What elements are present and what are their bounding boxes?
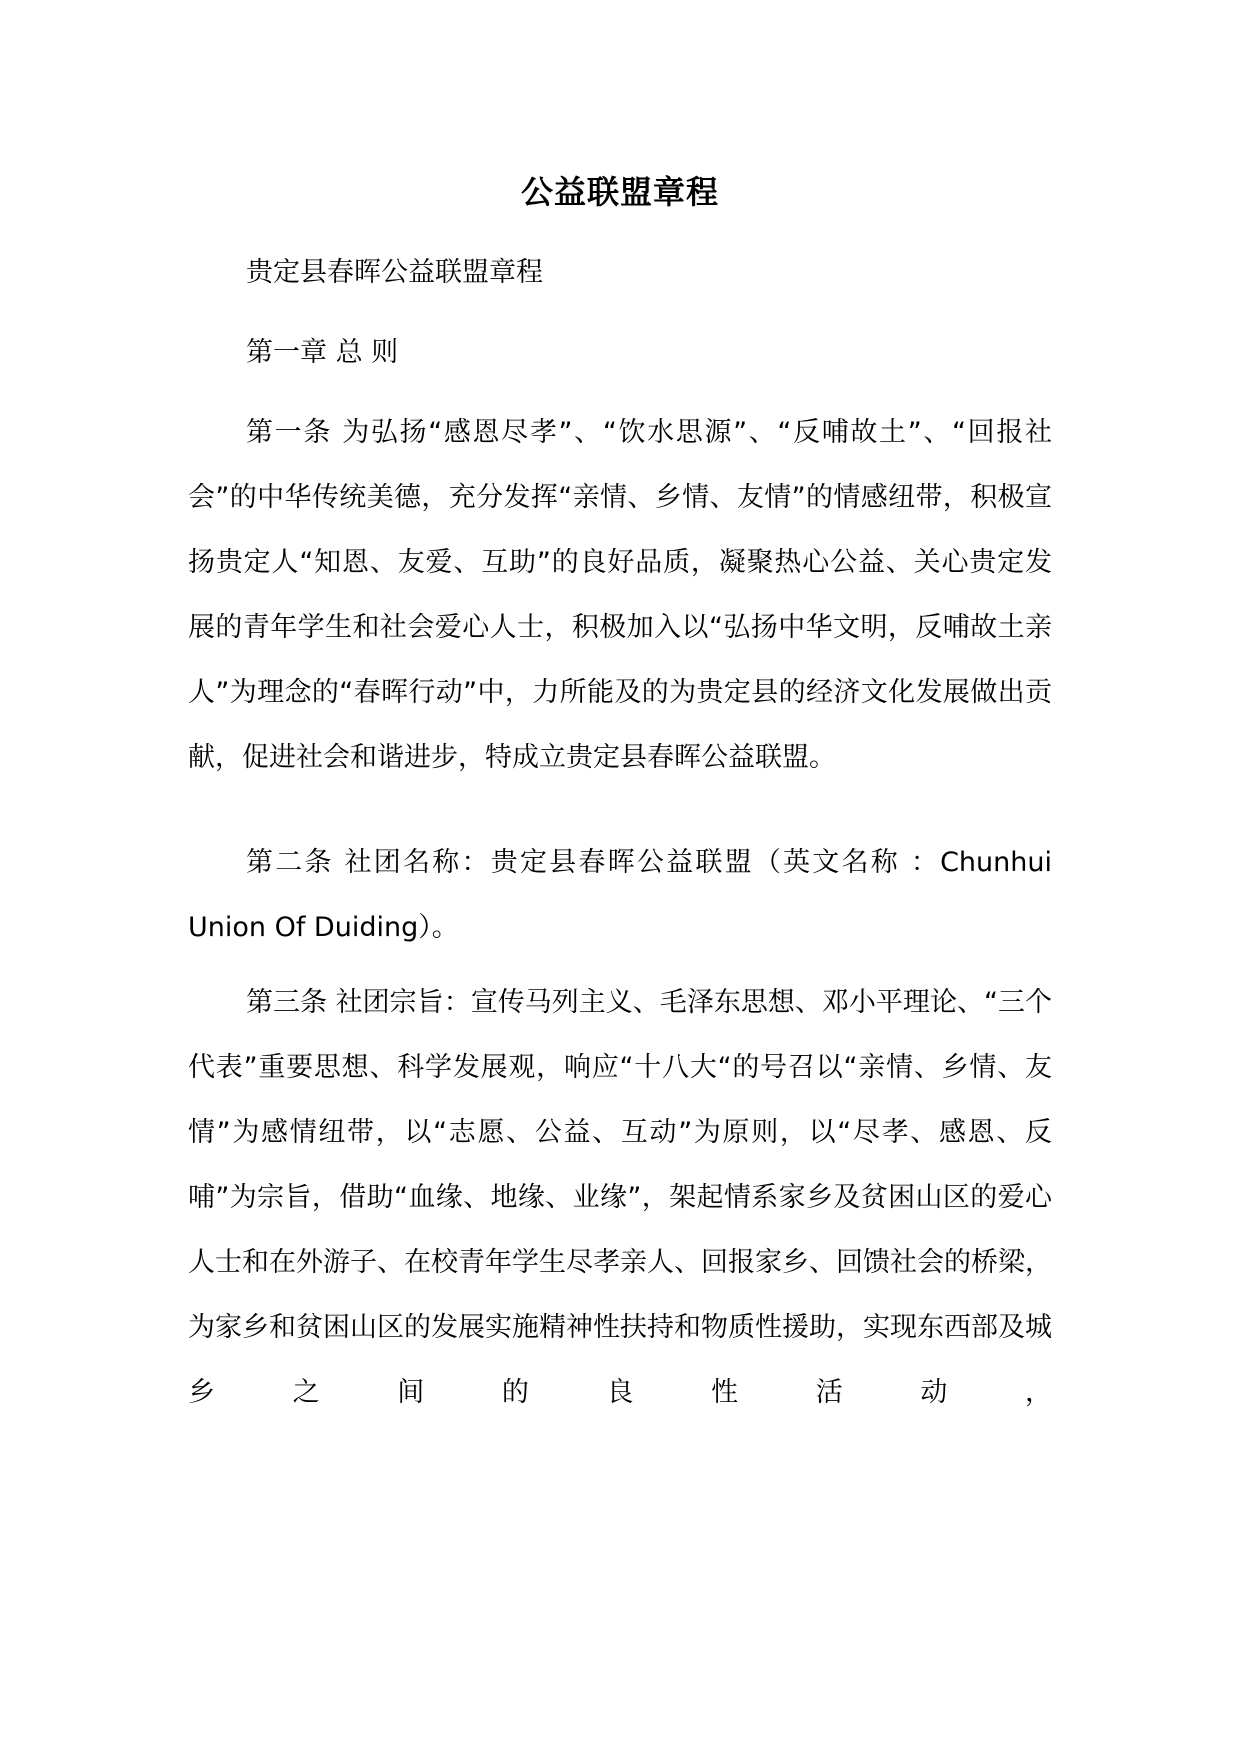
article-1: 第一条 为弘扬“感恩尽孝”、“饮水思源”、“反哺故土”、“回报社会”的中华传统美德，充分发挥“亲情、乡情、友情”的情感纽带，积极宣扬贵定人“知恩、友爱、互助”的良好品质，凝聚热心公益、关心贵定发展的青年学生和社会爱心人士，积极加入以“弘扬中华文明，反哺故土亲人”为理念的“春晖行动”中，力所能及的为贵定县的经济文化发展做出贡献，促进社会和谐进步，特成立贵定县春晖公益联盟。 [188, 417, 1052, 773]
document-subtitle: 贵定县春晖公益联盟章程 [246, 257, 543, 288]
article-2: 第二条 社团名称：贵定县春晖公益联盟（英文名称 ：Chunhui Union Of Duiding）。 [188, 847, 1052, 943]
chapter-heading: 第一章 总 则 [246, 337, 399, 368]
article-3: 第三条 社团宗旨：宣传马列主义、毛泽东思想、邓小平理论、“三个代表”重要思想、科学发展观，响应“十八大“的号召以“亲情、乡情、友情”为感情纽带，以“志愿、公益、互动”为原则，以“尽孝、感恩、反哺”为宗旨，借助“血缘、地缘、业缘”，架起情系家乡及贫困山区的爱心人士和在外游子、在校青年学生尽孝亲人、回报家乡、回馈社会的桥梁，为家乡和贫困山区的发展实施精神性扶持和物质性援助，实现东西部及城乡之间的良性活动， [188, 987, 1052, 1408]
document-title: 公益联盟章程 [520, 173, 719, 211]
